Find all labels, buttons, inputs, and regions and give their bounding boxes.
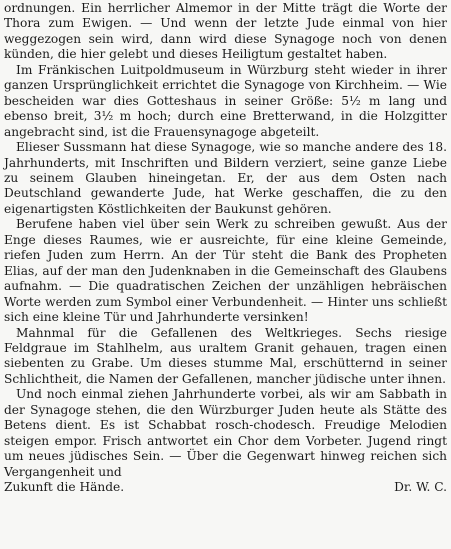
closing-text: Zukunft die Hände. [4,480,125,495]
paragraph-continuation: ordnungen. Ein herrlicher Almemor in der Mitte trägt die Worte der Thora zum Ewigen. — Und wenn der letzte Jude einmal von hier weggezogen sein wird, dann wird diese Synagoge noch von denen künden, die hier gelebt und dieses Heiligtum gestaltet haben. [4,1,447,62]
paragraph-sabbath: Und noch einmal ziehen Jahrhunderte vorbei, als wir am Sabbath in der Synagoge stehen, die den Würzburger Juden heute als Stätte des Betens dient. Es ist Schabbat rosch-chodesch. Freudige Melodien steigen empor. Frisch antwortet ein Chor dem Vorbeter. Jugend ringt um neues jüdisches Sein. — Über die Gegenwart hinweg reichen sich Vergangenheit und [4,387,447,479]
paragraph-mahnmal: Mahnmal für die Gefallenen des Weltkrieges. Sechs riesige Feldgraue im Stahlhelm, aus uraltem Granit gehauen, tragen einen siebenten zu Grabe. Um dieses stumme Mal, erschütternd in seiner Schlichtheit, die Namen der Gefallenen, mancher jüdische unter ihnen. [4,325,447,386]
article-page [4,1,447,496]
closing-line [4,480,447,495]
paragraph-luitpoldmuseum: Im Fränkischen Luitpoldmuseum in Würzburg steht wieder in ihrer ganzen Ursprünglichkeit errichtet die Synagoge von Kirchheim. — Wie bescheiden war dies Gotteshaus in seiner Größe: 5½ m lang und ebenso breit, 3½ m hoch; durch eine Bretterwand, in die Holzgitter angebracht sind, ist die Frauensynagoge abgeteilt. [4,62,447,139]
paragraph-elieser-sussmann: Elieser Sussmann hat diese Synagoge, wie so manche andere des 18. Jahrhunderts, mit Inschriften und Bildern verziert, seine ganze Liebe zu seinem Glauben hineingetan. Er, der aus dem Osten nach Deutschland gewanderte Jude, hat Werke geschaffen, die zu den eigenartigsten Köstlichkeiten der Baukunst gehören. [4,140,447,216]
author-signature: Dr. W. C. [394,480,447,495]
paragraph-berufene: Berufene haben viel über sein Werk zu schreiben gewußt. Aus der Enge dieses Raumes, wie er ausreichte, für eine kleine Gemeinde, riefen Juden zum Herrn. An der Tür steht die Bank des Propheten Elias, auf der man den Judenknaben in die Gemeinschaft des Glaubens aufnahm. — Die quadratischen Zeichen der unzähligen hebräischen Worte werden zum Symbol einer Verbundenheit. — Hinter uns schließt sich eine kleine Tür und Jahrhunderte versinken! [4,217,447,325]
